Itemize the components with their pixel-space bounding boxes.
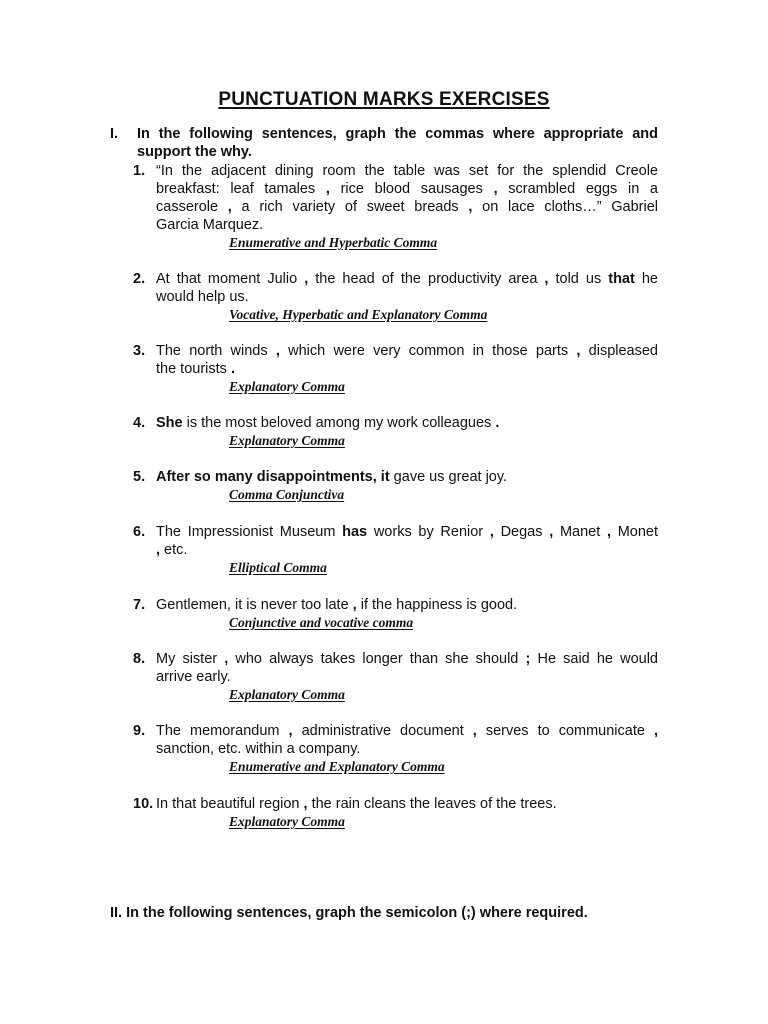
page-title: PUNCTUATION MARKS EXERCISES <box>218 89 550 110</box>
item-answer: Conjunctive and vocative comma <box>229 615 414 630</box>
sentence-line: “In the adjacent dining room the table was set for the splendid Creole <box>156 163 658 179</box>
sentence-line: In that beautiful region , the rain cleans the leaves of the trees. <box>156 796 557 812</box>
section-1-numeral: I. <box>110 126 119 142</box>
item-number: 9. <box>133 723 146 739</box>
sentence-line: After so many disappointments, it gave us great joy. <box>156 469 508 485</box>
item-number: 4. <box>133 415 146 431</box>
sentence-line: Gentlemen, it is never too late , if the happiness is good. <box>156 597 518 613</box>
item-sentence <box>156 414 658 432</box>
item-answer: Explanatory Comma <box>229 433 345 448</box>
sentence-line: casserole , a rich variety of sweet breads , on lace cloths…” Gabriel <box>156 199 658 215</box>
item-number: 1. <box>133 163 146 179</box>
item-sentence <box>156 342 658 378</box>
sentence-line: breakfast: leaf tamales , rice blood sausages , scrambled eggs in a <box>156 181 658 197</box>
sentence-line: At that moment Julio , the head of the productivity area , told us that he <box>156 271 658 287</box>
item-answer: Explanatory Comma <box>229 687 345 702</box>
item-answer: Explanatory Comma <box>229 379 345 394</box>
item-number: 8. <box>133 651 146 667</box>
item-number: 5. <box>133 469 146 485</box>
sentence-line: arrive early. <box>156 669 231 685</box>
section-1-instruction-line2: support the why. <box>137 144 252 160</box>
item-sentence <box>156 523 658 559</box>
item-number: 10. <box>133 796 154 812</box>
sentence-line: The memorandum , administrative document , serves to communicate , <box>156 723 658 739</box>
item-answer: Enumerative and Explanatory Comma <box>229 759 445 774</box>
item-number: 7. <box>133 597 146 613</box>
sentence-line: Garcia Marquez. <box>156 217 264 233</box>
sentence-line: would help us. <box>156 289 249 305</box>
item-sentence <box>156 650 658 686</box>
sentence-line: My sister , who always takes longer than she should ; He said he would <box>156 651 659 667</box>
sentence-line: sanction, etc. within a company. <box>156 741 361 757</box>
item-answer: Enumerative and Hyperbatic Comma <box>229 235 438 250</box>
section-2-heading: II. In the following sentences, graph the semicolon (;) where required. <box>110 905 588 921</box>
item-answer: Explanatory Comma <box>229 814 345 829</box>
item-sentence <box>156 795 658 813</box>
sentence-line: She is the most beloved among my work colleagues . <box>156 415 500 431</box>
item-sentence <box>156 162 658 234</box>
sentence-line: The Impressionist Museum has works by Renior , Degas , Manet , Monet <box>156 524 658 540</box>
sentence-line: , etc. <box>156 542 188 558</box>
item-number: 2. <box>133 271 146 287</box>
item-sentence <box>156 596 658 614</box>
section-1-instruction-line1: In the following sentences, graph the commas where appropriate and <box>137 126 658 142</box>
item-answer: Comma Conjunctiva <box>229 487 345 502</box>
item-answer: Vocative, Hyperbatic and Explanatory Comma <box>229 307 488 322</box>
sentence-line: the tourists . <box>156 361 235 377</box>
item-sentence <box>156 468 658 486</box>
item-number: 3. <box>133 343 146 359</box>
item-answer: Elliptical Comma <box>229 560 327 575</box>
item-sentence <box>156 270 658 306</box>
sentence-line: The north winds , which were very common in those parts , displeased <box>156 343 658 359</box>
item-number: 6. <box>133 524 146 540</box>
item-sentence <box>156 722 658 758</box>
